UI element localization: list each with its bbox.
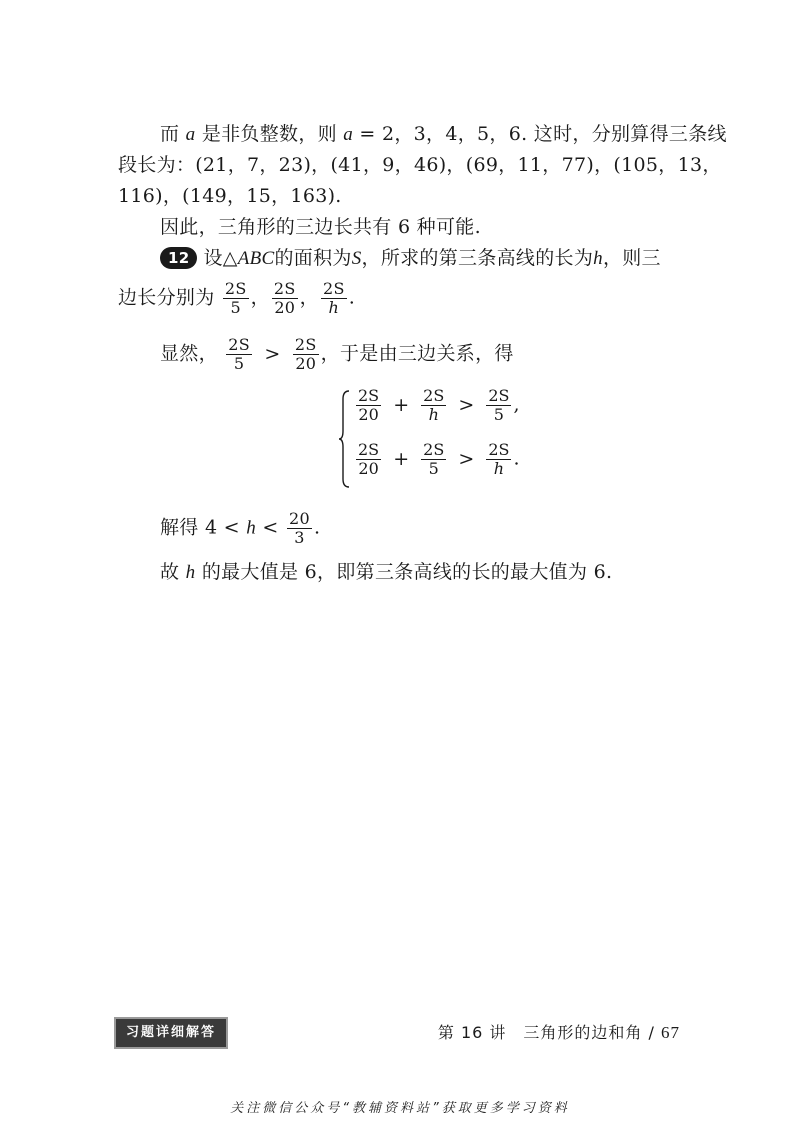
- lecture-title: 第 16 讲 三角形的边和角 /: [437, 1023, 655, 1042]
- variable: h: [185, 562, 196, 583]
- paragraph-line: 显然， $\frac{2S}{5}$ > $\frac{2S}{20}$ ，于是由三边关系，得: [160, 335, 514, 373]
- fraction: $\frac{2S}{20}$: [358, 440, 380, 478]
- watermark-text: 关注微信公众号“教辅资料站”获取更多学习资料: [230, 1101, 570, 1116]
- fraction: $\frac{2S}{h}$: [423, 386, 445, 424]
- fraction: $\frac{2S}{20}$: [358, 386, 380, 424]
- text: 故: [160, 561, 180, 583]
- variable: a: [343, 124, 354, 145]
- inequality-row: $\frac{2S}{20}$ + $\frac{2S}{5}$ > $\frac{2S}{h}$ .: [358, 440, 520, 478]
- text: 显然，: [160, 342, 218, 365]
- left-brace: [338, 389, 350, 489]
- fraction: $\frac{2S}{20}$: [273, 279, 296, 317]
- fraction: $\frac{2S}{5}$: [224, 279, 247, 317]
- paragraph-line: 因此，三角形的三边长共有 6 种可能.: [160, 216, 481, 238]
- inequality-system: [338, 385, 538, 495]
- variable: h: [593, 248, 603, 269]
- paragraph-line: [160, 558, 612, 587]
- variable: h: [246, 517, 257, 539]
- text: 而: [160, 123, 180, 145]
- problem-12-line: [160, 244, 661, 273]
- paragraph-line: [160, 120, 727, 149]
- text: ，所求的第三条高线的长为: [361, 247, 594, 269]
- inequality-row: $\frac{2S}{20}$ + $\frac{2S}{h}$ > $\frac{2S}{5}$ ,: [358, 386, 520, 424]
- fraction: $\frac{20}{3}$: [288, 509, 310, 547]
- text: ，则三: [602, 247, 661, 269]
- text: ，于是由三边关系，得: [320, 342, 514, 365]
- text: 的最大值是 6，即第三条高线的长的最大值为 6.: [201, 561, 613, 583]
- section-tag: 习题详细解答: [114, 1017, 228, 1049]
- fraction: $\frac{2S}{5}$: [423, 440, 445, 478]
- problem-number-badge: 12: [160, 247, 197, 269]
- fraction: $\frac{2S}{5}$: [228, 335, 250, 373]
- variable: ABC: [237, 248, 275, 269]
- text: 设△: [203, 247, 238, 269]
- paragraph-line: 116)，(149，15，163).: [118, 185, 342, 207]
- fraction: $\frac{2S}{20}$: [294, 335, 317, 373]
- variable: a: [185, 124, 196, 145]
- paragraph-line: 段长为：(21，7，23)，(41，9，46)，(69，11，77)，(105，13，: [118, 154, 722, 176]
- fraction: $\frac{2S}{h}$: [488, 440, 510, 478]
- paragraph-line: 解得 4 < h < $\frac{20}{3}$ .: [160, 509, 321, 547]
- page-number: 67: [661, 1023, 680, 1042]
- running-footer: [438, 1020, 680, 1043]
- paragraph-line: 边长分别为 $\frac{2S}{5}$ ， $\frac{2S}{20}$ ， $\frac{2S}{h}$ .: [118, 279, 356, 317]
- text: 是非负整数，则: [201, 123, 337, 145]
- text: 的面积为: [274, 247, 352, 269]
- text: 边长分别为: [118, 286, 215, 309]
- text: 解得 4 <: [160, 516, 240, 539]
- text: <: [262, 516, 279, 539]
- fraction: $\frac{2S}{h}$: [322, 279, 345, 317]
- variable: S: [351, 248, 362, 269]
- text: = 2，3，4，5，6. 这时，分别算得三条线: [359, 123, 727, 145]
- fraction: $\frac{2S}{5}$: [488, 386, 510, 424]
